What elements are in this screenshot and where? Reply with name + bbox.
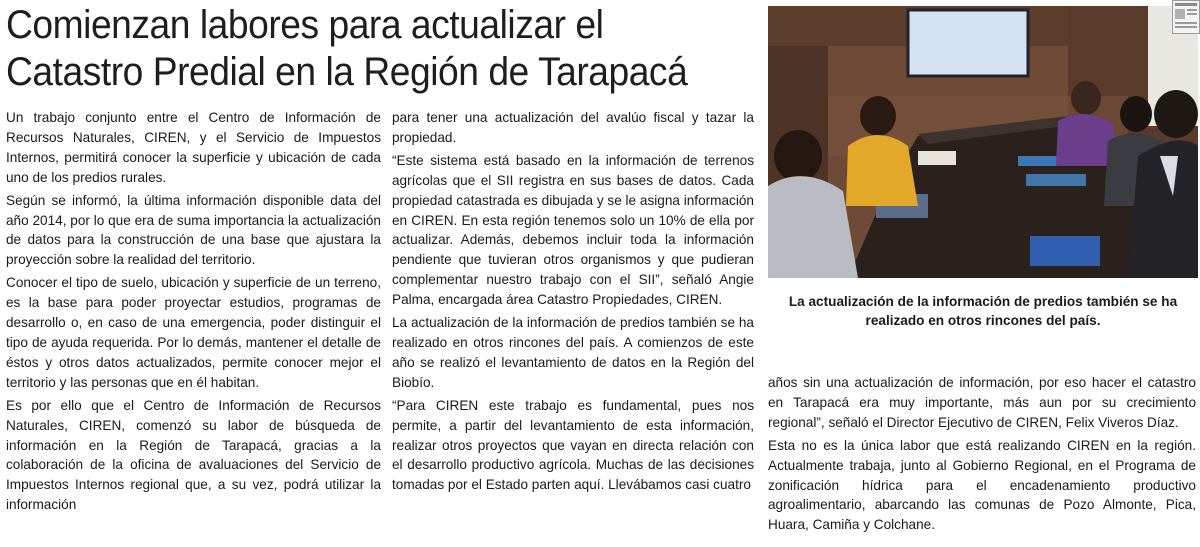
paragraph: “Para CIREN este trabajo es fundamental, pues nos permite, a partir del levantamiento de esta información, realizar otros proyectos que vayan en directa relación con el desarrollo productivo agrícola. Muchas de las decisiones tomadas por el Estado parten aquí. Llevábamos casi cuatro — [392, 397, 754, 493]
paragraph: años sin una actualización de información, por eso hacer el catastro en Tarapacá era muy importante, más aun por su crecimiento regional”, señaló el Director Ejecutivo de CIREN, Felix Viveros Díaz. — [768, 375, 1196, 430]
page-thumbnail-icon — [1172, 0, 1200, 34]
article-column-2 — [392, 108, 754, 546]
meeting-photo — [768, 6, 1198, 278]
paragraph: Un trabajo conjunto entre el Centro de Información de Recursos Naturales, CIREN, y el Servicio de Impuestos Internos, permitirá conocer la superficie y ubicación de cada uno de los predios rurales. — [6, 110, 381, 185]
caption-line-2: realizado en otros rincones del país. — [865, 313, 1101, 328]
headline-line-2: Catastro Predial en la Región de Tarapacá — [6, 50, 688, 94]
caption-line-1: La actualización de la información de predios también se ha — [788, 294, 1178, 309]
paragraph: “Este sistema está basado en la información de terrenos agrícolas que el SII registra en sus bases de datos. Cada propiedad catastrada es dibujada y se le asigna información en CIREN. En esta región tenemos solo un 10% de ella por actualizar. Además, debemos incluir toda la información pendiente que tuvieran otros organismos y que pudieran complementar nuestro trabajo con el SII”, señaló Angie Palma, encargada área Catastro Propiedades, CIREN. — [392, 152, 754, 308]
paragraph: Es por ello que el Centro de Información de Recursos Naturales, CIREN, comenzó su labor de búsqueda de información en la Región de Tarapacá, gracias a la colaboración de la oficina de avaluaciones del Servicio de Impuestos Internos regional que, a su vez, podrá utilizar la información — [6, 397, 381, 513]
article-column-1 — [6, 108, 381, 546]
paragraph: La actualización de la información de predios también se ha realizado en otros rincones del país. A comienzos de este año se realizó el levantamiento de datos en la Región del Biobío. — [392, 315, 754, 390]
paragraph: para tener una actualización del avalúo fiscal y tazar la propiedad. — [392, 110, 754, 145]
article-column-3 — [768, 373, 1196, 546]
paragraph: Según se informó, la última información disponible data del año 2014, por lo que era de suma importancia la actualización de datos para la construcción de una base que ajustara la proyección sobre la realidad del territorio. — [6, 192, 381, 268]
meeting-photo-icon — [768, 6, 1198, 278]
photo-caption — [770, 292, 1196, 330]
headline-line-1: Comienzan labores para actualizar el — [6, 3, 604, 47]
headline — [6, 2, 713, 96]
paragraph: Esta no es la única labor que está realizando CIREN en la región. Actualmente trabaja, junto al Gobierno Regional, en el Programa de zonificación hídrica para el encadenamiento productivo agroalimentario, abarcando las comunas de Pozo Almonte, Pica, Huara, Camiña y Colchane. — [768, 437, 1196, 533]
paragraph: Conocer el tipo de suelo, ubicación y superficie de un terreno, es la base para poder proyectar estudios, programas de desarrollo o, en caso de una emergencia, poder distinguir el tipo de ayuda requerida. Por lo demás, mantener el detalle de éstos y otros datos actualizados, permite conocer mejor el territorio y las personas que en él habitan. — [6, 275, 381, 390]
